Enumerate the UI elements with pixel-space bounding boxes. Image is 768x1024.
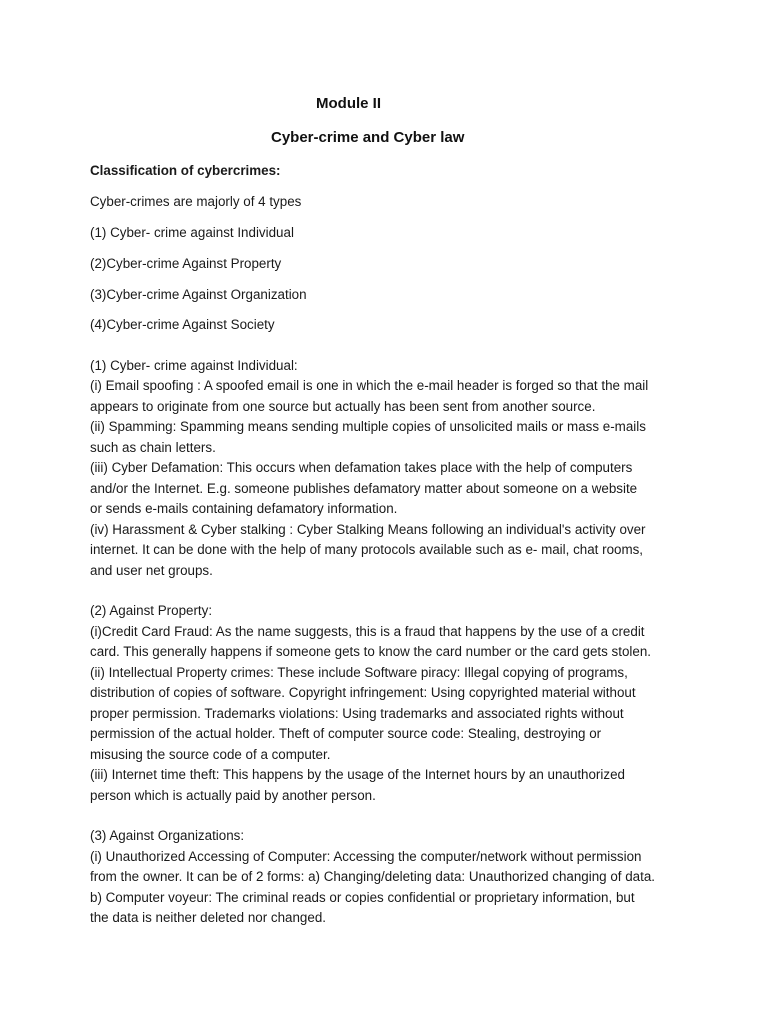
section-organizations-line: (i) Unauthorized Accessing of Computer: Accessing the computer/network without permission bbox=[90, 849, 642, 864]
section-individual-line: (i) Email spoofing : A spoofed email is one in which the e-mail header is forged so that the mail bbox=[90, 378, 649, 393]
section-individual-line: (ii) Spamming: Spamming means sending multiple copies of unsolicited mails or mass e-mails bbox=[90, 419, 646, 434]
type-item: (2)Cyber-crime Against Property bbox=[90, 256, 282, 271]
section-organizations-line: the data is neither deleted nor changed. bbox=[90, 910, 326, 925]
classification-heading: Classification of cybercrimes: bbox=[90, 163, 281, 178]
section-individual-line: and/or the Internet. E.g. someone publishes defamatory matter about someone on a website bbox=[90, 481, 638, 496]
type-item: (1) Cyber- crime against Individual bbox=[90, 225, 294, 240]
section-individual-line: or sends e-mails containing defamatory information. bbox=[90, 501, 398, 516]
section-individual-line: (iv) Harassment & Cyber stalking : Cyber Stalking Means following an individual's activity over bbox=[90, 522, 646, 537]
section-property-line: misusing the source code of a computer. bbox=[90, 747, 331, 762]
section-organizations-line: b) Computer voyeur: The criminal reads or copies confidential or proprietary information, but bbox=[90, 890, 635, 905]
section-individual-line: such as chain letters. bbox=[90, 440, 216, 455]
section-organizations-line: from the owner. It can be of 2 forms: a) Changing/deleting data: Unauthorized changing of data. bbox=[90, 869, 655, 884]
section-property-line: (i)Credit Card Fraud: As the name suggests, this is a fraud that happens by the use of a credit bbox=[90, 624, 645, 639]
section-organizations-line: (3) Against Organizations: bbox=[90, 828, 245, 843]
section-property-line: (iii) Internet time theft: This happens by the usage of the Internet hours by an unauthorized bbox=[90, 767, 625, 782]
section-property-line: distribution of copies of software. Copyright infringement: Using copyrighted material without bbox=[90, 685, 636, 700]
section-individual-line: internet. It can be done with the help of many protocols available such as e- mail, chat rooms, bbox=[90, 542, 644, 557]
section-property-line: permission of the actual holder. Theft of computer source code: Stealing, destroying or bbox=[90, 726, 602, 741]
section-individual-line: (1) Cyber- crime against Individual: bbox=[90, 358, 298, 373]
intro-line: Cyber-crimes are majorly of 4 types bbox=[90, 194, 302, 209]
type-item: (3)Cyber-crime Against Organization bbox=[90, 287, 307, 302]
section-individual-line: appears to originate from one source but actually has been sent from another source. bbox=[90, 399, 596, 414]
section-property-line: (ii) Intellectual Property crimes: These include Software piracy: Illegal copying of programs, bbox=[90, 665, 628, 680]
section-property-line: (2) Against Property: bbox=[90, 603, 213, 618]
module-heading: Module II bbox=[316, 95, 381, 112]
page-title: Cyber-crime and Cyber law bbox=[271, 129, 465, 146]
section-individual-line: (iii) Cyber Defamation: This occurs when defamation takes place with the help of computers bbox=[90, 460, 633, 475]
section-property-line: person which is actually paid by another person. bbox=[90, 788, 376, 803]
type-item: (4)Cyber-crime Against Society bbox=[90, 317, 275, 332]
section-property-line: card. This generally happens if someone gets to know the card number or the card gets stolen. bbox=[90, 644, 651, 659]
section-property-line: proper permission. Trademarks violations: Using trademarks and associated rights without bbox=[90, 706, 624, 721]
section-individual-line: and user net groups. bbox=[90, 563, 213, 578]
